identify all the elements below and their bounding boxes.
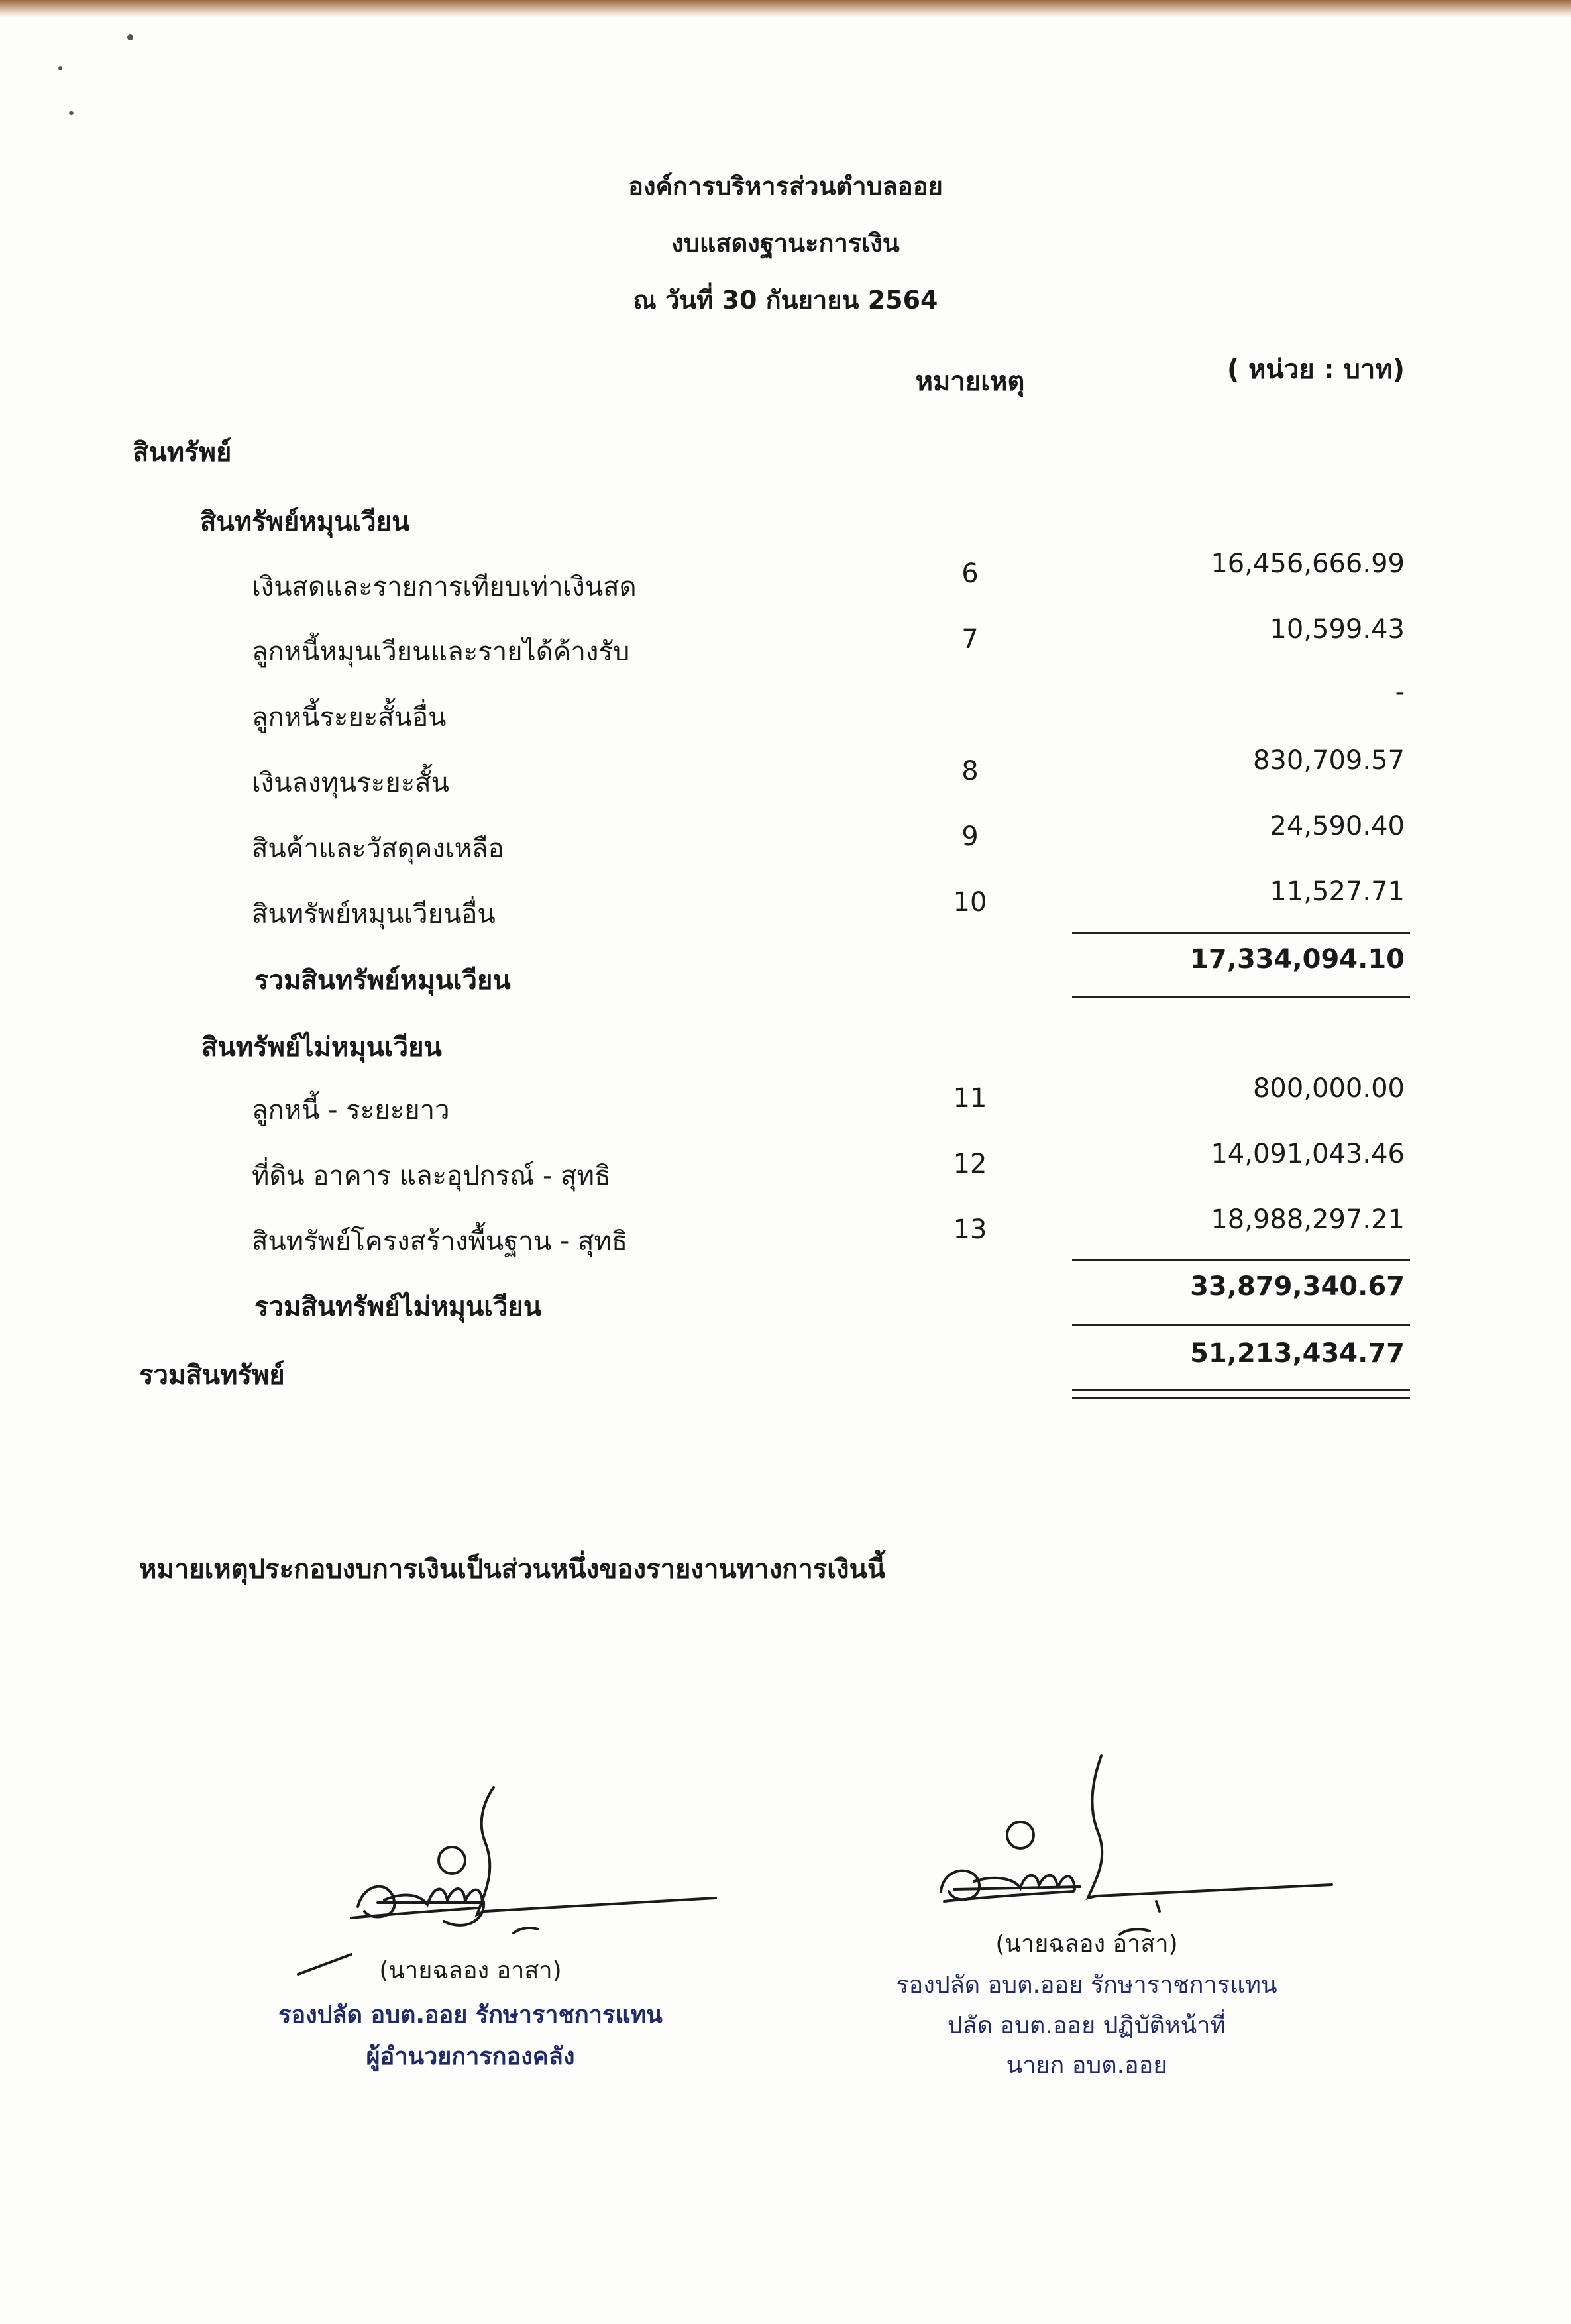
- current-item-label: สินค้าและวัสดุคงเหลือ: [252, 833, 504, 864]
- current-assets-total-label: รวมสินทรัพย์หมุนเวียน: [254, 965, 511, 996]
- current-item-note: 6: [961, 558, 979, 589]
- right-signer-name: (นายฉลอง อาสา): [995, 1930, 1178, 1958]
- noncurrent-item-amount: 14,091,043.46: [1211, 1139, 1405, 1169]
- noncurrent-item-amount: 18,988,297.21: [1211, 1204, 1405, 1235]
- note-column-header: หมายเหตุ: [915, 366, 1025, 397]
- subtotal-bottom-rule: [1072, 996, 1410, 998]
- statement-title: งบแสดงฐานะการเงิน: [671, 229, 900, 258]
- grand-total-double-rule: [1072, 1389, 1410, 1391]
- right-signer-position-line2: ปลัด อบต.ออย ปฏิบัติหน้าที่: [947, 2012, 1226, 2039]
- left-signer-position-line2: ผู้อำนวยการกองคลัง: [366, 2043, 575, 2070]
- scan-speck: [58, 66, 62, 70]
- current-item-amount: 16,456,666.99: [1211, 549, 1405, 579]
- current-item-label: ลูกหนี้หมุนเวียนและรายได้ค้างรับ: [252, 637, 630, 667]
- current-item-note: 8: [961, 756, 979, 786]
- current-item-label: สินทรัพย์หมุนเวียนอื่น: [252, 899, 496, 929]
- current-item-amount: 830,709.57: [1252, 745, 1405, 776]
- noncurrent-assets-total-amount: 33,879,340.67: [1190, 1271, 1405, 1302]
- total-assets-amount: 51,213,434.77: [1190, 1338, 1405, 1369]
- noncurrent-item-label: สินทรัพย์โครงสร้างพื้นฐาน - สุทธิ: [252, 1226, 628, 1257]
- noncurrent-assets-heading: สินทรัพย์ไม่หมุนเวียน: [201, 1032, 442, 1063]
- current-item-amount: 10,599.43: [1270, 614, 1405, 645]
- current-item-label: เงินลงทุนระยะสั้น: [252, 768, 449, 798]
- current-item-note: 10: [953, 887, 987, 918]
- subtotal-bottom-rule: [1072, 1324, 1410, 1326]
- current-item-amount: 11,527.71: [1270, 876, 1405, 907]
- scan-speck: [69, 111, 74, 115]
- right-signer-position-line3: นายก อบต.ออย: [1006, 2052, 1167, 2079]
- assets-heading: สินทรัพย์: [133, 437, 232, 468]
- unit-column-header: ( หน่วย : บาท): [1226, 354, 1405, 385]
- current-item-amount: 24,590.40: [1270, 811, 1405, 841]
- scan-speck: [127, 34, 133, 40]
- noncurrent-item-note: 11: [953, 1083, 987, 1114]
- noncurrent-item-note: 13: [953, 1214, 987, 1245]
- left-signer-position-line1: รองปลัด อบต.ออย รักษาราชการแทน: [278, 2001, 663, 2029]
- left-signer-name: (นายฉลอง อาสา): [379, 1957, 562, 1984]
- current-assets-heading: สินทรัพย์หมุนเวียน: [200, 507, 410, 537]
- statement-date: ณ วันที่ 30 กันยายน 2564: [633, 286, 938, 315]
- total-assets-label: รวมสินทรัพย์: [139, 1360, 285, 1391]
- noncurrent-assets-total-label: รวมสินทรัพย์ไม่หมุนเวียน: [254, 1292, 542, 1322]
- current-item-label: ลูกหนี้ระยะสั้นอื่น: [252, 702, 447, 733]
- footnote: หมายเหตุประกอบงบการเงินเป็นส่วนหนึ่งของรายงานทางการเงินนี้: [139, 1554, 886, 1585]
- current-item-note: 7: [961, 624, 979, 655]
- right-signer-position-line1: รองปลัด อบต.ออย รักษาราชการแทน: [896, 1972, 1277, 1999]
- noncurrent-item-label: ที่ดิน อาคาร และอุปกรณ์ - สุทธิ: [252, 1161, 611, 1191]
- noncurrent-item-note: 12: [953, 1149, 987, 1179]
- grand-total-double-rule: [1072, 1397, 1410, 1399]
- subtotal-top-rule: [1072, 1259, 1410, 1261]
- noncurrent-item-label: ลูกหนี้ - ระยะยาว: [252, 1095, 450, 1126]
- subtotal-top-rule: [1072, 932, 1410, 934]
- current-item-label: เงินสดและรายการเทียบเท่าเงินสด: [252, 572, 637, 602]
- scan-top-edge: [0, 0, 1571, 17]
- current-item-amount: -: [1395, 677, 1405, 708]
- current-assets-total-amount: 17,334,094.10: [1190, 944, 1405, 975]
- current-item-note: 9: [961, 821, 979, 852]
- noncurrent-item-amount: 800,000.00: [1252, 1073, 1405, 1104]
- org-name: องค์การบริหารส่วนตำบลออย: [628, 172, 943, 201]
